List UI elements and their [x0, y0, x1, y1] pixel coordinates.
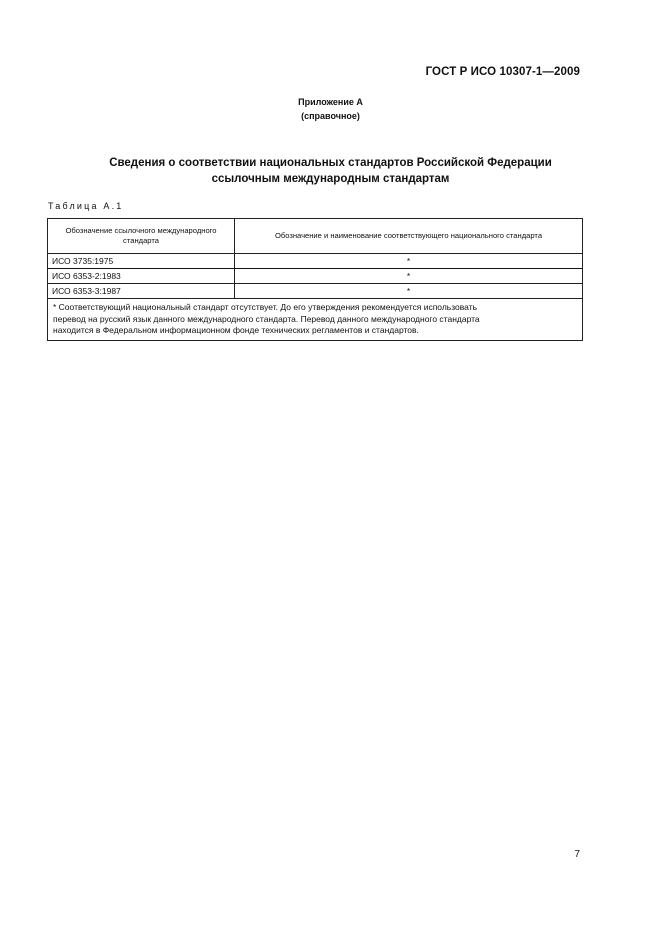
national-standard-cell: *	[235, 254, 583, 269]
table-header-row	[48, 219, 583, 254]
table-footnote	[48, 299, 583, 341]
table-row	[48, 269, 583, 284]
international-standard-cell: ИСО 3735:1975	[48, 254, 235, 269]
reference-standards-table	[47, 218, 583, 341]
table-row	[48, 254, 583, 269]
table-caption: Таблица А.1	[48, 201, 124, 211]
column-header-international: Обозначение ссылочного международного стандарта	[48, 219, 235, 254]
footnote-line-3: находится в Федеральном информационном фонде технических регламентов и стандартов.	[53, 325, 419, 335]
document-designation: ГОСТ Р ИСО 10307-1—2009	[425, 66, 580, 78]
international-standard-cell: ИСО 6353-2:1983	[48, 269, 235, 284]
table-footnote-row	[48, 299, 583, 341]
annex-status: (справочное)	[301, 111, 360, 121]
annex-title	[0, 155, 661, 187]
annex-label: Приложение А	[298, 97, 363, 107]
footnote-line-2: перевод на русский язык данного международного стандарта. Перевод данного международного стандарта	[53, 313, 480, 324]
international-standard-cell: ИСО 6353-3:1987	[48, 284, 235, 299]
footnote-line-1: * Соответствующий национальный стандарт отсутствует. До его утверждения рекомендуется использовать	[53, 302, 478, 312]
table-row	[48, 284, 583, 299]
annex-title-line-1: Сведения о соответствии национальных стандартов Российской Федерации	[109, 157, 552, 169]
annex-heading	[0, 95, 661, 123]
page-number: 7	[574, 849, 580, 860]
annex-title-line-2: ссылочным международным стандартам	[211, 173, 450, 185]
national-standard-cell: *	[235, 269, 583, 284]
column-header-national: Обозначение и наименование соответствующего национального стандарта	[235, 219, 583, 254]
national-standard-cell: *	[235, 284, 583, 299]
